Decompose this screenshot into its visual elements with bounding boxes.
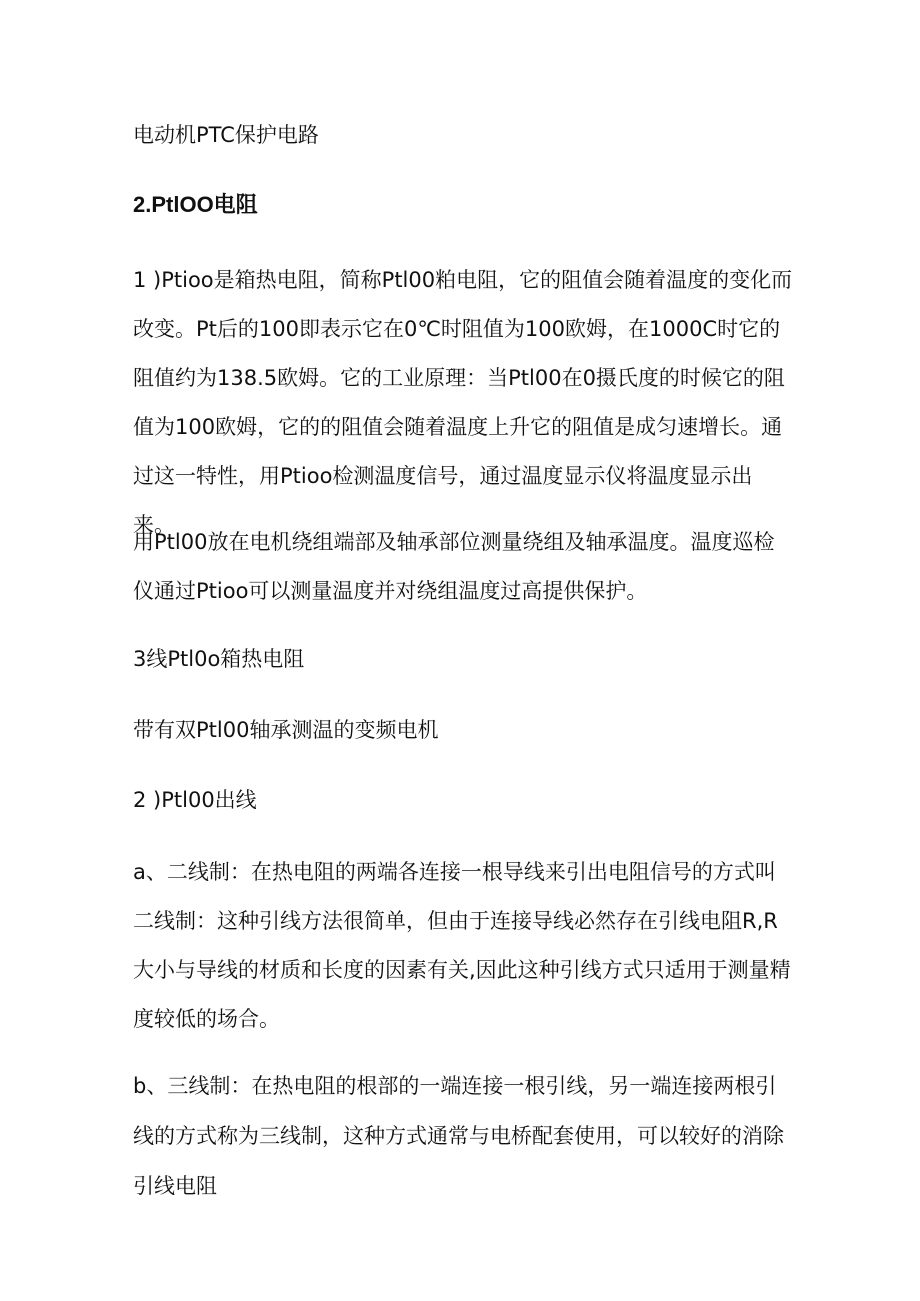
- paragraph-1-block: [133, 256, 793, 550]
- title-line-block: [133, 117, 793, 153]
- paragraph-7: b、三线制：在热电阻的根部的一端连接一根引线，另一端连接两根引线的方式称为三线制，这种方式通常与电桥配套使用，可以较好的消除引线电阻: [133, 1074, 784, 1198]
- paragraph-4-block: [133, 712, 793, 748]
- document-title: 电动机PTC保护电路: [133, 123, 319, 147]
- paragraph-6-block: [133, 848, 793, 1044]
- section-heading: 2.PtlOO电阻: [133, 192, 258, 217]
- paragraph-6: a、二线制：在热电阻的两端各连接一根导线来引出电阻信号的方式叫二线制：这种引线方法很简单，但由于连接导线必然存在引线电阻R,R大小与导线的材质和长度的因素有关,因此这种引线方式只适用于测量精度较低的场合。: [133, 860, 791, 1031]
- paragraph-5-block: [133, 782, 793, 818]
- paragraph-2-block: [133, 518, 793, 616]
- paragraph-5: 2 )Ptl00出线: [133, 788, 257, 812]
- paragraph-3-block: [133, 641, 793, 677]
- paragraph-3: 3线Ptl0o箱热电阻: [133, 647, 305, 671]
- paragraph-7-block: [133, 1061, 793, 1211]
- paragraph-4: 带有双Ptl00轴承测温的变频电机: [133, 718, 439, 742]
- section-heading-block: [133, 190, 793, 220]
- paragraph-2: 用Ptl00放在电机绕组端部及轴承部位测量绕组及轴承温度。温度巡检仪通过Ptioo可以测量温度并对绕组温度过高提供保护。: [133, 530, 775, 603]
- paragraph-1: 1 )Ptioo是箱热电阻，简称Ptl00粕电阻，它的阻值会随着温度的变化而改变。Pt后的100即表示它在0℃时阻值为100欧姆，在1000C时它的阻值约为138.5欧姆。它的工业原理：当Ptl00在0摄氏度的时候它的阻值为100欧姆，它的的阻值会随着温度上升它的阻值是成匀速增长。通过这一特性，用Ptioo检测温度信号，通过温度显示仪将温度显示出来。: [133, 268, 793, 537]
